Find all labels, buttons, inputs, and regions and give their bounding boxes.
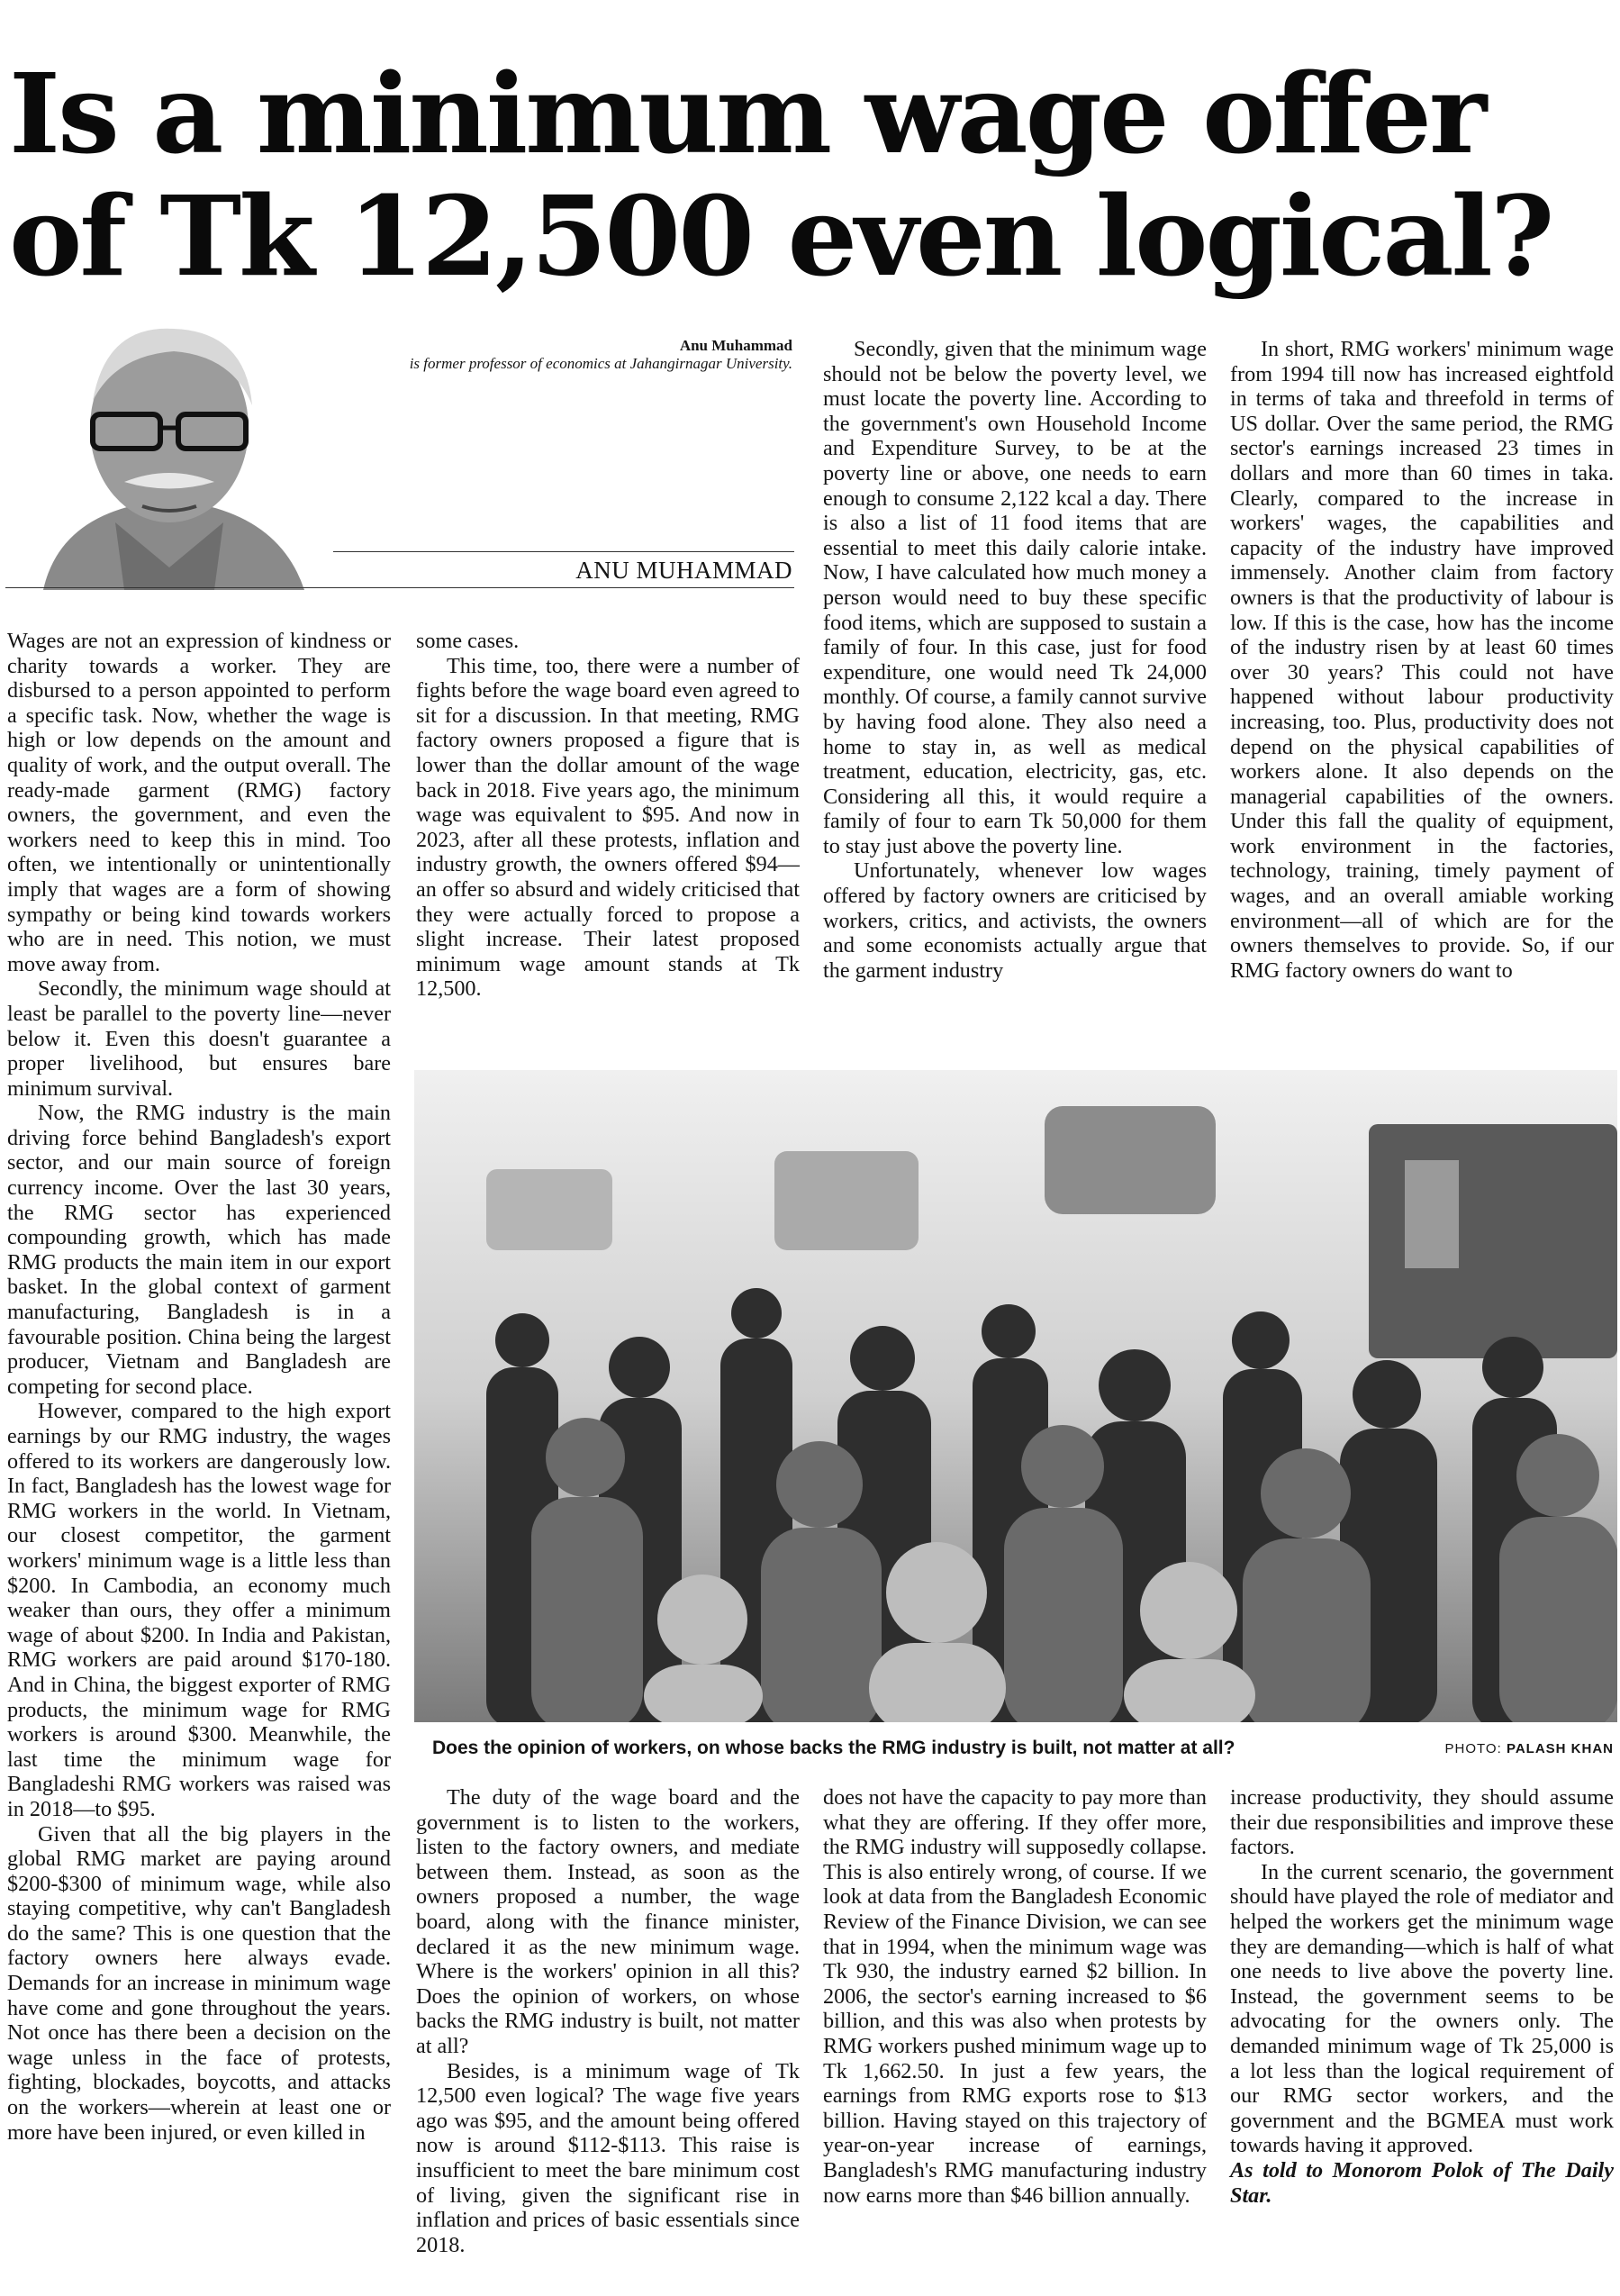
column-2-bottom — [416, 1785, 800, 2257]
paragraph: Besides, is a minimum wage of Tk 12,500 even logical? The wage five years ago was $95, and the amount being offered now is around $112-$113. This raise is insufficient to meet the bare minimum cost of living, given the significant rise in inflation and prices of basic essentials since 2018. — [416, 2058, 800, 2257]
sign-off: As told to Monorom Polok of The Daily Star. — [1230, 2157, 1614, 2208]
column-3-bottom — [823, 1785, 1207, 2208]
column-4-top — [1230, 337, 1614, 983]
paragraph: In short, RMG workers' minimum wage from 1994 till now has increased eightfold in terms of taka and threefold in terms of US dollar. Over the same period, the RMG sector's earnings increased 23 times in dollars and more than 60 times in taka. Clearly, compared to the increase in workers' wages, the capabilities and capacity of the industry have improved immensely. Another claim from factory owners is that the productivity of labour is low. If this is the case, how has the income of the industry risen by at least 60 times over 30 years? This could not have happened without labour productivity increasing, too. Plus, productivity does not depend on the physical capabilities of workers alone. It also depends on the managerial capabilities of the owners. Under this fall the quality of equipment, work environment in the factories, technology, training, timely payment of wages, and an overall amiable working environment—all of which are for the owners themselves to provide. So, if our RMG factory owners do want to — [1230, 337, 1614, 983]
author-name-small: Anu Muhammad — [679, 337, 792, 354]
column-1 — [7, 629, 391, 2145]
photo-caption: Does the opinion of workers, on whose backs the RMG industry is built, not matter at all? — [432, 1738, 1235, 1758]
headline: Is a minimum wage offer of Tk 12,500 even logical? — [9, 49, 1552, 301]
byline-divider-lower — [5, 587, 794, 588]
paragraph: The duty of the wage board and the government is to listen to the workers, listen to the factory owners, and mediate between them. Instead, as soon as the owners proposed a number, the wage board, along with the finance minister, declared it as the new minimum wage. Where is the workers' opinion in all this? Does the opinion of workers, on whose backs the RMG industry is built, not matter at all? — [416, 1785, 800, 2058]
photo-credit — [1387, 1738, 1614, 1760]
paragraph: In the current scenario, the government should have played the role of mediator and helped the workers get the minimum wage they are demanding—which is half of what one needs to live above the poverty line. Instead, the government seems to be advocating for the owners only. The demanded minimum wage of Tk 25,000 is a lot less than the logical requirement of our RMG sector workers, and the government and the BGMEA must work towards having it approved. — [1230, 1859, 1614, 2158]
paragraph: Unfortunately, whenever low wages offered by factory owners are criticised by workers, critics, and activists, the owners and some economists actually argue that the garment industry — [823, 858, 1207, 983]
paragraph: However, compared to the high export earnings by our RMG industry, the wages offered to its workers are dangerously low. In fact, Bangladesh has the lowest wage for RMG workers in the world. In Vietnam, our closest competitor, the garment workers' minimum wage is a little less than $200. In Cambodia, an economy much weaker than ours, they offer a minimum wage of about $200. In India and Pakistan, RMG workers are paid around $170-180. And in China, the biggest exporter of RMG products, the minimum wage for RMG workers is around $300. Meanwhile, the last time the minimum wage for Bangladeshi RMG workers was raised was in 2018—to $95. — [7, 1399, 391, 1821]
paragraph: does not have the capacity to pay more than what they are offering. If they offer more, the RMG industry will supposedly collapse. This is also entirely wrong, of course. If we look at data from the Bangladesh Economic Review of the Finance Division, we can see that in 1994, when the minimum wage was Tk 930, the industry earned $2 billion. In 2006, the sector's earning increased to $6 billion, and this was also when protests by RMG workers pushed minimum wage up to Tk 1,662.50. In just a few years, the earnings from RMG exports rose to $13 billion. Having stayed on this trajectory of year-on-year increase of earnings, Bangladesh's RMG manufacturing industry now earns more than $46 billion annually. — [823, 1785, 1207, 2208]
column-2-top — [416, 629, 800, 1002]
column-4-bottom — [1230, 1785, 1614, 2208]
paragraph: Wages are not an expression of kindness or charity towards a worker. They are disbursed to a person appointed to perform a specific task. Now, whether the wage is high or low depends on the amount and quality of work, and the output overall. The ready-made garment (RMG) factory owners, the government, and even the workers need to keep this in mind. Too often, we intentionally or unintentionally imply that wages are a form of showing sympathy or being kind towards workers who are in need. This notion, we must move away from. — [7, 629, 391, 976]
byline: ANU MUHAMMAD — [575, 557, 792, 584]
paragraph: some cases. — [416, 629, 520, 653]
paragraph: increase productivity, they should assume their due responsibilities and improve these factors. — [1230, 1785, 1614, 1860]
byline-divider — [333, 551, 794, 552]
author-info — [342, 337, 792, 373]
photo-credit-label: PHOTO: — [1444, 1741, 1502, 1756]
column-3-top — [823, 337, 1207, 983]
author-portrait — [7, 315, 336, 590]
crowd-photo — [414, 1070, 1617, 1722]
paragraph: Secondly, the minimum wage should at least be parallel to the poverty line—never below it. Even this doesn't guarantee a proper livelihood, but ensures bare minimum survival. — [7, 976, 391, 1101]
paragraph: Now, the RMG industry is the main driving force behind Bangladesh's export sector, and our main source of foreign currency income. Over the last 30 years, the RMG sector has experienced compounding growth, which has made RMG products the main item in our export basket. In the global context of garment manufacturing, Bangladesh is in a favourable position. China being the largest producer, Vietnam and Bangladesh are competing for second place. — [7, 1101, 391, 1399]
photo-credit-name: PALASH KHAN — [1506, 1741, 1614, 1756]
paragraph: Secondly, given that the minimum wage should not be below the poverty level, we must locate the poverty line. According to the government's own Household Income and Expenditure Survey, to be at the poverty line or above, one needs to earn enough to consume 2,122 kcal a day. There is also a list of 11 food items that are essential to meet this daily calorie intake. Now, I have calculated how much money a person would need to buy these specific food items, which are supposed to sustain a family of four. In this case, just for food expenditure, one would need Tk 24,000 monthly. Of course, a family cannot survive by having food alone. They also need a home to stay in, as well as medical treatment, education, electricity, gas, etc. Considering all this, it would require a family of four to earn Tk 50,000 for them to stay just above the poverty line. — [823, 337, 1207, 858]
paragraph: Given that all the big players in the global RMG market are paying around $200-$300 of minimum wage, while also staying competitive, why can't Bangladesh do the same? This is one question that the factory owners here always evade. Demands for an increase in minimum wage have come and gone throughout the years. Not once has there been a decision on the wage unless in the face of protests, fighting, blockades, boycotts, and attacks on the workers—wherein at least one or more have been injured, or even killed in — [7, 1821, 391, 2145]
paragraph: This time, too, there were a number of fights before the wage board even agreed to sit for a discussion. In that meeting, RMG factory owners proposed a figure that is lower than the dollar amount of the wage back in 2018. Five years ago, the minimum wage was equivalent to $95. And now in 2023, after all these protests, inflation and industry growth, the owners offered $94—an offer so absurd and widely criticised that they were actually forced to propose a slight increase. Their latest proposed minimum wage amount stands at Tk 12,500. — [416, 653, 800, 1002]
author-bio: is former professor of economics at Jahangirnagar University. — [409, 355, 792, 372]
